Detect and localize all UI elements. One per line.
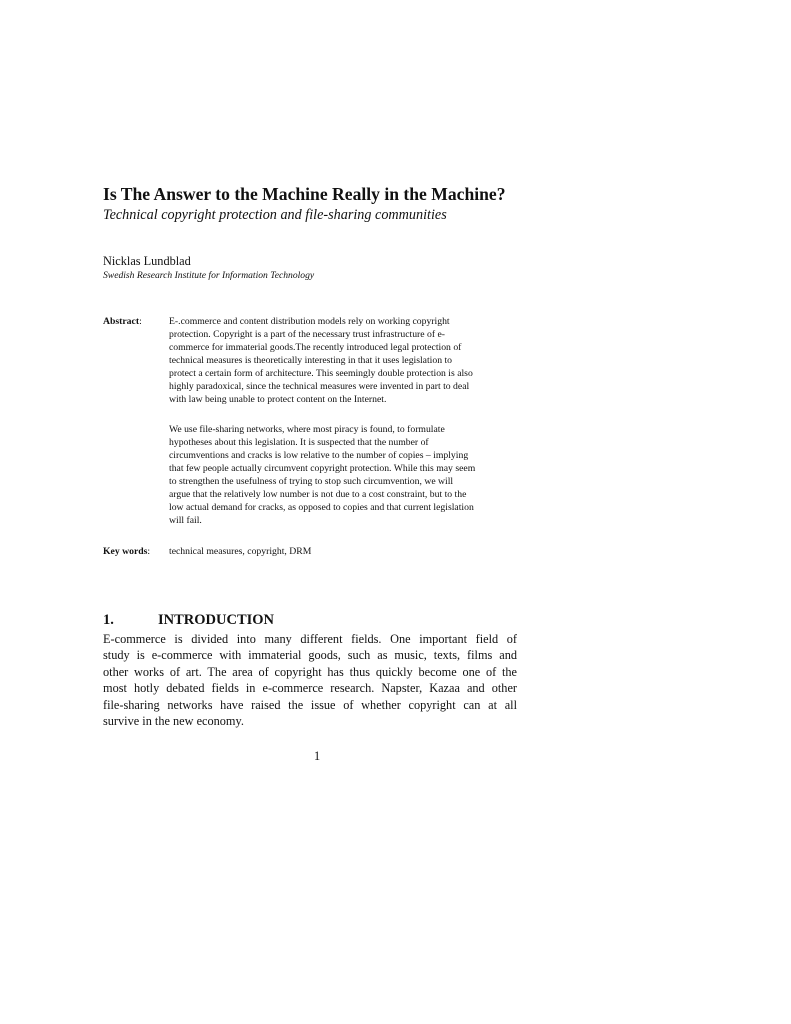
body-line: most hotly debated fields in e-commerce research. Napster, Kazaa and other: [103, 681, 517, 696]
abstract-label-text: Abstract: [103, 316, 140, 327]
body-line: E-commerce is divided into many different fields. One important field of: [103, 632, 517, 646]
abstract-line: technical measures is theoretically interesting in that it uses legislation to: [169, 355, 453, 366]
abstract-line: protection. Copyright is a part of the necessary trust infrastructure of e-: [169, 329, 446, 340]
body-line: other works of art. The area of copyright has thus quickly become one of the: [103, 664, 517, 679]
abstract-line: with law being unable to protect content on the Internet.: [169, 394, 387, 405]
abstract-line: circumventions and cracks is low relative to the number of copies – implying: [169, 450, 469, 461]
keywords-text: technical measures, copyright, DRM: [169, 546, 312, 557]
abstract-label-colon: :: [139, 316, 142, 327]
keywords-label-colon: :: [147, 546, 151, 557]
section-heading: [103, 611, 274, 629]
paper-title: Is The Answer to the Machine Really in the Machine?: [103, 184, 506, 204]
introduction-paragraph: [103, 631, 517, 729]
body-line: study is e-commerce with immaterial goods, such as music, texts, films and: [103, 648, 517, 663]
abstract-line: E-.commerce and content distribution models rely on working copyright: [169, 316, 450, 327]
abstract-line: highly paradoxical, since the technical measures were invented in part to deal: [169, 381, 470, 392]
abstract-paragraph-1: [169, 315, 517, 406]
abstract-line: will fail.: [169, 515, 202, 526]
abstract-line: commerce for immaterial goods.The recently introduced legal protection of: [169, 342, 462, 353]
author-affiliation: Swedish Research Institute for Information Technology: [103, 270, 315, 281]
abstract-line: hypotheses about this legislation. It is suspected that the number of: [169, 437, 429, 448]
section-title: INTRODUCTION: [158, 612, 275, 628]
abstract-line: that few people actually circumvent copyright protection. While this may seem: [169, 463, 476, 474]
abstract-line: to strengthen the usefulness of trying to stop such circumvention, we will: [169, 476, 454, 487]
keywords-label-text: Key words: [103, 546, 148, 557]
abstract-line: We use file-sharing networks, where most piracy is found, to formulate: [169, 424, 445, 435]
paper-subtitle: Technical copyright protection and file-sharing communities: [103, 207, 447, 223]
abstract-line: argue that the relatively low number is not due to a cost constraint, but to the: [169, 489, 467, 500]
abstract-paragraph-2: [169, 423, 517, 527]
abstract-line: protect a certain form of architecture. This seemingly double protection is also: [169, 368, 473, 379]
abstract-label: [103, 315, 142, 328]
keywords-label: [103, 545, 150, 558]
page-number: 1: [314, 749, 321, 763]
section-number: 1.: [103, 612, 114, 628]
body-line: file-sharing networks have raised the issue of whether copyright can at all: [103, 697, 517, 712]
author-name: Nicklas Lundblad: [103, 254, 191, 268]
abstract-line: low actual demand for cracks, as opposed to copies and that current legislation: [169, 502, 474, 513]
body-line: survive in the new economy.: [103, 714, 244, 729]
